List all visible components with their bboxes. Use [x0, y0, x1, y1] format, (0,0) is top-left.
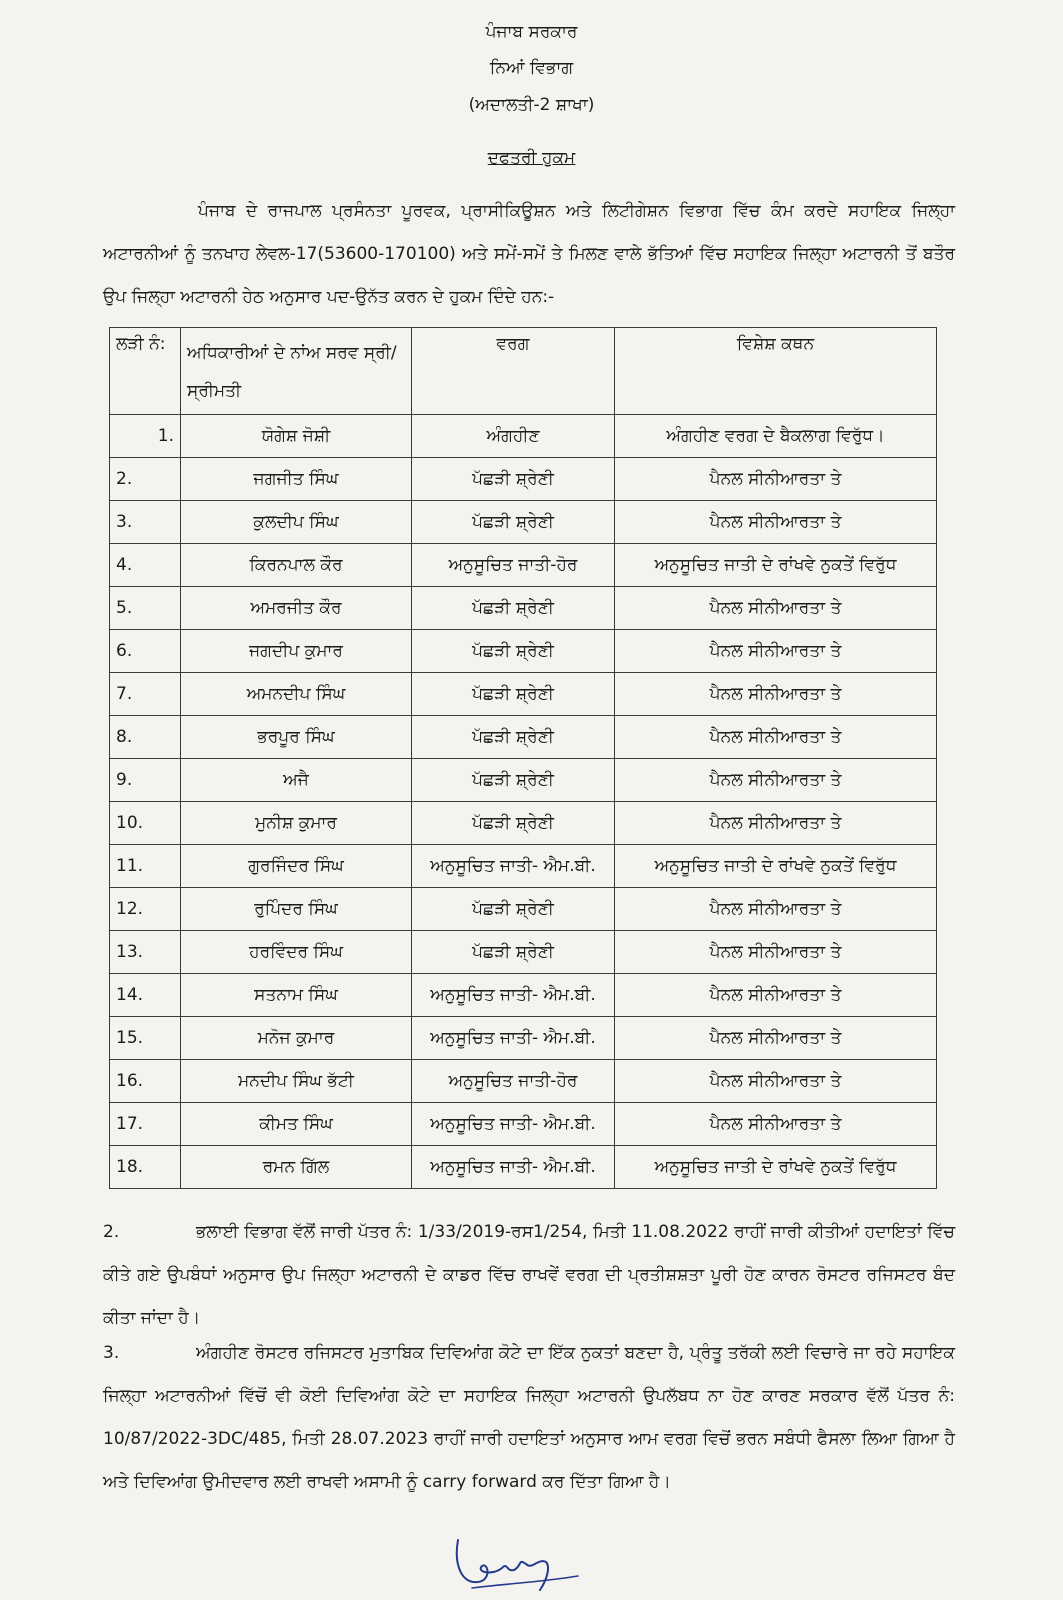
row-category: ਪੱਛੜੀ ਸ਼੍ਰੇਣੀ [412, 716, 615, 759]
row-name: ਮਨਦੀਪ ਸਿੰਘ ਭੱਟੀ [181, 1060, 412, 1103]
table-row [110, 1146, 937, 1189]
row-serial: 8. [110, 716, 181, 759]
table-row [110, 1060, 937, 1103]
paragraph-3-text: ਅੰਗਹੀਣ ਰੋਸਟਰ ਰਜਿਸਟਰ ਮੁਤਾਬਿਕ ਦਿਵਿਆਂਗ ਕੋਟੇ ਦਾ ਇੱਕ ਨੁਕਤਾਂ ਬਣਦਾ ਹੈ, ਪ੍ਰੰਤੂ ਤਰੱਕੀ ਲਈ ਵਿਚਾਰੇ ਜਾ ਰਹੇ ਸਹਾਇਕ ਜਿਲ੍ਹਾ ਅਟਾਰਨੀਆਂ ਵਿੱਚੋਂ ਵੀ ਕੋਈ ਦਿਵਿਆਂਗ ਕੋਟੇ ਦਾ ਸਹਾਇਕ ਜਿਲ੍ਹਾ ਅਟਾਰਨੀ ਉਪਲੱਬਧ ਨਾ ਹੋਣ ਕਾਰਣ ਸਰਕਾਰ ਵੱਲੋਂ ਪੱਤਰ ਨੰ: 10/87/2022-3DC/485, ਮਿਤੀ 28.07.2023 ਰਾਹੀਂ ਜਾਰੀ ਹਦਾਇਤਾਂ ਅਨੁਸਾਰ ਆਮ ਵਰਗ ਵਿਚੋਂ ਭਰਨ ਸਬੰਧੀ ਫੈਸਲਾ ਲਿਆ ਗਿਆ ਹੈ ਅਤੇ ਦਿਵਿਆਂਗ ਉਮੀਦਵਾਰ ਲਈ ਰਾਖਵੀ ਅਸਾਮੀ ਨੂੰ carry forward ਕਰ ਦਿੱਤਾ ਗਿਆ ਹੈ। [103, 1343, 955, 1492]
paragraph-2-text: ਭਲਾਈ ਵਿਭਾਗ ਵੱਲੋਂ ਜਾਰੀ ਪੱਤਰ ਨੰ: 1/33/2019-ਰਸ1/254, ਮਿਤੀ 11.08.2022 ਰਾਹੀਂ ਜਾਰੀ ਕੀਤੀਆਂ ਹਦਾਇਤਾਂ ਵਿੱਚ ਕੀਤੇ ਗਏ ਉਪਬੰਧਾਂ ਅਨੁਸਾਰ ਉਪ ਜਿਲ੍ਹਾ ਅਟਾਰਨੀ ਦੇ ਕਾਡਰ ਵਿੱਚ ਰਾਖਵੇਂ ਵਰਗ ਦੀ ਪ੍ਰਤੀਸ਼ਸ਼ਤਾ ਪੂਰੀ ਹੋਣ ਕਾਰਨ ਰੋਸਟਰ ਰਜਿਸਟਰ ਬੰਦ ਕੀਤਾ ਜਾਂਦਾ ਹੈ। [103, 1222, 955, 1328]
row-category: ਅਨੁਸੂਚਿਤ ਜਾਤੀ- ਐਮ.ਬੀ. [412, 845, 615, 888]
table-row [110, 974, 937, 1017]
row-name: ਹਰਵਿੰਦਰ ਸਿੰਘ [181, 931, 412, 974]
row-remarks: ਪੈਨਲ ਸੀਨੀਆਰਤਾ ਤੇ [615, 630, 937, 673]
table-row [110, 716, 937, 759]
row-remarks: ਪੈਨਲ ਸੀਨੀਆਰਤਾ ਤੇ [615, 458, 937, 501]
promotion-table [109, 327, 937, 1189]
government-heading: ਪੰਜਾਬ ਸਰਕਾਰ [485, 22, 578, 42]
row-category: ਅਨੁਸੂਚਿਤ ਜਾਤੀ-ਹੋਰ [412, 1060, 615, 1103]
table-row [110, 931, 937, 974]
row-name: ਰਮਨ ਗਿੱਲ [181, 1146, 412, 1189]
row-name: ਕੁਲਦੀਪ ਸਿੰਘ [181, 501, 412, 544]
header-name: ਅਧਿਕਾਰੀਆਂ ਦੇ ਨਾਂਅ ਸਰਵ ਸ੍ਰੀ/ਸ੍ਰੀਮਤੀ [181, 328, 412, 415]
row-serial: 13. [110, 931, 181, 974]
row-name: ਭਰਪੂਰ ਸਿੰਘ [181, 716, 412, 759]
row-name: ਅਜੈ [181, 759, 412, 802]
row-serial: 12. [110, 888, 181, 931]
row-serial: 4. [110, 544, 181, 587]
row-remarks: ਅਨੁਸੂਚਿਤ ਜਾਤੀ ਦੇ ਰਾਂਖਵੇ ਨੁਕਤੇਂ ਵਿਰੁੱਧ [615, 544, 937, 587]
table-row [110, 1017, 937, 1060]
table-row [110, 415, 937, 458]
header-category: ਵਰਗ [412, 328, 615, 415]
table-header-row [110, 328, 937, 415]
row-serial: 15. [110, 1017, 181, 1060]
row-name: ਯੋਗੇਸ਼ ਜੋਸ਼ੀ [181, 415, 412, 458]
row-name: ਕੀਮਤ ਸਿੰਘ [181, 1103, 412, 1146]
row-category: ਪੱਛੜੀ ਸ਼੍ਰੇਣੀ [412, 630, 615, 673]
row-category: ਪੱਛੜੀ ਸ਼੍ਰੇਣੀ [412, 802, 615, 845]
table-row [110, 802, 937, 845]
row-serial: 9. [110, 759, 181, 802]
row-category: ਅਨੁਸੂਚਿਤ ਜਾਤੀ- ਐਮ.ਬੀ. [412, 1103, 615, 1146]
row-name: ਮੁਨੀਸ਼ ਕੁਮਾਰ [181, 802, 412, 845]
order-title: ਦਫਤਰੀ ਹੁਕਮ [487, 148, 576, 168]
row-serial: 1. [110, 415, 181, 458]
table-row [110, 587, 937, 630]
row-remarks: ਪੈਨਲ ਸੀਨੀਆਰਤਾ ਤੇ [615, 1017, 937, 1060]
row-name: ਜਗਦੀਪ ਕੁਮਾਰ [181, 630, 412, 673]
row-remarks: ਪੈਨਲ ਸੀਨੀਆਰਤਾ ਤੇ [615, 802, 937, 845]
header-serial: ਲੜੀ ਨੰ: [110, 328, 181, 415]
table-row [110, 888, 937, 931]
row-serial: 3. [110, 501, 181, 544]
row-category: ਅਨੁਸੂਚਿਤ ਜਾਤੀ- ਐਮ.ਬੀ. [412, 1146, 615, 1189]
row-name: ਕਿਰਨਪਾਲ ਕੌਰ [181, 544, 412, 587]
row-remarks: ਪੈਨਲ ਸੀਨੀਆਰਤਾ ਤੇ [615, 931, 937, 974]
row-category: ਅਨੁਸੂਚਿਤ ਜਾਤੀ- ਐਮ.ਬੀ. [412, 1017, 615, 1060]
row-category: ਪੱਛੜੀ ਸ਼੍ਰੇਣੀ [412, 458, 615, 501]
row-name: ਗੁਰਜਿੰਦਰ ਸਿੰਘ [181, 845, 412, 888]
intro-paragraph [103, 190, 955, 319]
table-row [110, 544, 937, 587]
header-remarks: ਵਿਸ਼ੇਸ਼ ਕਥਨ [615, 328, 937, 415]
row-remarks: ਪੈਨਲ ਸੀਨੀਆਰਤਾ ਤੇ [615, 1060, 937, 1103]
row-remarks: ਪੈਨਲ ਸੀਨੀਆਰਤਾ ਤੇ [615, 501, 937, 544]
row-serial: 2. [110, 458, 181, 501]
row-serial: 17. [110, 1103, 181, 1146]
paragraph-2 [103, 1211, 955, 1340]
row-remarks: ਪੈਨਲ ਸੀਨੀਆਰਤਾ ਤੇ [615, 1103, 937, 1146]
table-row [110, 759, 937, 802]
row-category: ਪੱਛੜੀ ਸ਼੍ਰੇਣੀ [412, 673, 615, 716]
row-remarks: ਪੈਨਲ ਸੀਨੀਆਰਤਾ ਤੇ [615, 888, 937, 931]
row-serial: 6. [110, 630, 181, 673]
row-name: ਅਮਨਦੀਪ ਸਿੰਘ [181, 673, 412, 716]
row-category: ਪੱਛੜੀ ਸ਼੍ਰੇਣੀ [412, 501, 615, 544]
paragraph-3-number: 3. [103, 1343, 120, 1363]
row-category: ਅਨੁਸੂਚਿਤ ਜਾਤੀ- ਐਮ.ਬੀ. [412, 974, 615, 1017]
row-remarks: ਪੈਨਲ ਸੀਨੀਆਰਤਾ ਤੇ [615, 673, 937, 716]
row-name: ਸਤਨਾਮ ਸਿੰਘ [181, 974, 412, 1017]
row-category: ਪੱਛੜੀ ਸ਼੍ਰੇਣੀ [412, 587, 615, 630]
row-remarks: ਪੈਨਲ ਸੀਨੀਆਰਤਾ ਤੇ [615, 759, 937, 802]
row-remarks: ਅਨੁਸੂਚਿਤ ਜਾਤੀ ਦੇ ਰਾਂਖਵੇ ਨੁਕਤੇਂ ਵਿਰੁੱਧ [615, 1146, 937, 1189]
row-category: ਪੱਛੜੀ ਸ਼੍ਰੇਣੀ [412, 759, 615, 802]
row-serial: 5. [110, 587, 181, 630]
row-serial: 7. [110, 673, 181, 716]
table-row [110, 630, 937, 673]
department-heading: ਨਿਆਂ ਵਿਭਾਗ [489, 58, 574, 78]
row-category: ਅਨੁਸੂਚਿਤ ਜਾਤੀ-ਹੋਰ [412, 544, 615, 587]
table-row [110, 501, 937, 544]
row-category: ਪੱਛੜੀ ਸ਼੍ਰੇਣੀ [412, 888, 615, 931]
row-category: ਅੰਗਹੀਣ [412, 415, 615, 458]
row-serial: 18. [110, 1146, 181, 1189]
row-name: ਰੁਪਿੰਦਰ ਸਿੰਘ [181, 888, 412, 931]
branch-heading: (ਅਦਾਲਤੀ-2 ਸ਼ਾਖਾ) [468, 95, 595, 115]
row-serial: 14. [110, 974, 181, 1017]
signature-image [452, 1532, 582, 1594]
row-remarks: ਪੈਨਲ ਸੀਨੀਆਰਤਾ ਤੇ [615, 587, 937, 630]
paragraph-2-number: 2. [103, 1222, 120, 1242]
row-serial: 11. [110, 845, 181, 888]
table-row [110, 458, 937, 501]
intro-text: ਪੰਜਾਬ ਦੇ ਰਾਜਪਾਲ ਪ੍ਰਸੰਨਤਾ ਪੂਰਵਕ, ਪ੍ਰਾਸੀਕਿਊਸ਼ਨ ਅਤੇ ਲਿਟੀਗੇਸ਼ਨ ਵਿਭਾਗ ਵਿੱਚ ਕੰਮ ਕਰਦੇ ਸਹਾਇਕ ਜਿਲ੍ਹਾ ਅਟਾਰਨੀਆਂ ਨੂੰ ਤਨਖਾਹ ਲੇਵਲ-17(53600-170100) ਅਤੇ ਸਮੇਂ-ਸਮੇਂ ਤੇ ਮਿਲਣ ਵਾਲੇ ਭੱਤਿਆਂ ਵਿੱਚ ਸਹਾਇਕ ਜਿਲ੍ਹਾ ਅਟਾਰਨੀ ਤੋਂ ਬਤੌਰ ਉਪ ਜਿਲ੍ਹਾ ਅਟਾਰਨੀ ਹੇਠ ਅਨੁਸਾਰ ਪਦ-ਉਨੱਤ ਕਰਨ ਦੇ ਹੁਕਮ ਦਿੰਦੇ ਹਨ:- [103, 201, 955, 307]
paragraph-3 [103, 1332, 955, 1504]
row-name: ਅਮਰਜੀਤ ਕੌਰ [181, 587, 412, 630]
row-category: ਪੱਛੜੀ ਸ਼੍ਰੇਣੀ [412, 931, 615, 974]
row-serial: 16. [110, 1060, 181, 1103]
row-remarks: ਅੰਗਹੀਣ ਵਰਗ ਦੇ ਬੈਕਲਾਗ ਵਿਰੁੱਧ। [615, 415, 937, 458]
table-row [110, 673, 937, 716]
row-remarks: ਪੈਨਲ ਸੀਨੀਆਰਤਾ ਤੇ [615, 716, 937, 759]
row-remarks: ਪੈਨਲ ਸੀਨੀਆਰਤਾ ਤੇ [615, 974, 937, 1017]
table-row [110, 845, 937, 888]
row-name: ਮਨੋਜ ਕੁਮਾਰ [181, 1017, 412, 1060]
table-row [110, 1103, 937, 1146]
row-remarks: ਅਨੁਸੂਚਿਤ ਜਾਤੀ ਦੇ ਰਾਂਖਵੇ ਨੁਕਤੇਂ ਵਿਰੁੱਧ [615, 845, 937, 888]
row-serial: 10. [110, 802, 181, 845]
row-name: ਜਗਜੀਤ ਸਿੰਘ [181, 458, 412, 501]
